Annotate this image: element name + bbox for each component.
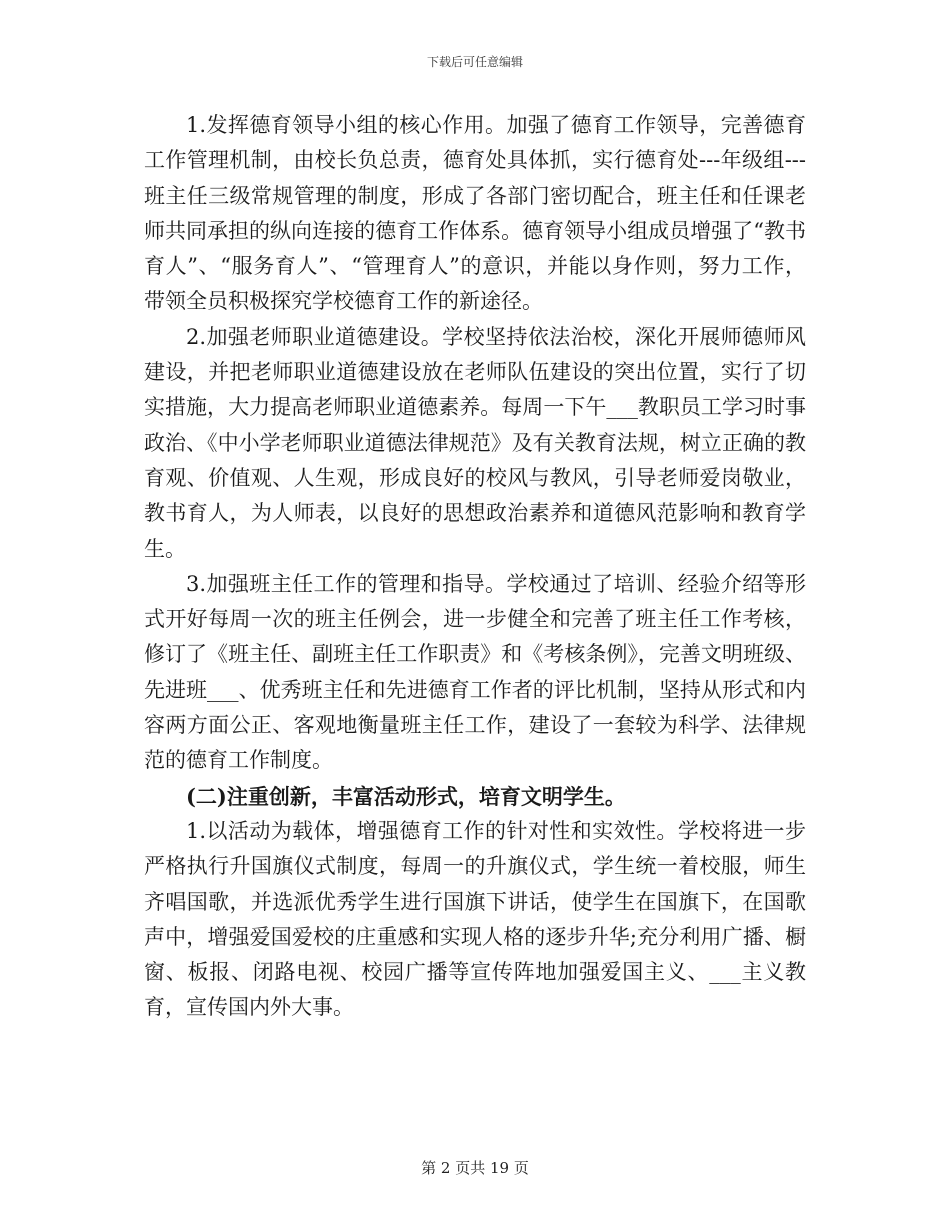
paragraph-class-teacher-management: 3.加强班主任工作的管理和指导。学校通过了培训、经验介绍等形式开好每周一次的班主任例会，进一步健全和完善了班主任工作考核，修订了《班主任、副班主任工作职责》和《考核条例》，完善文明班级、先进班___、优秀班主任和先进德育工作者的评比机制，坚持从形式和内容两方面公正、客观地衡量班主任工作，建设了一套较为科学、法律规范的德育工作制度。	[144, 571, 806, 773]
paragraph-leadership-group: 1.发挥德育领导小组的核心作用。加强了德育工作领导，完善德育工作管理机制，由校长负总责，德育处具体抓，实行德育处---年级组---班主任三级常规管理的制度，形成了各部门密切配合，班主任和任课老师共同承担的纵向连接的德育工作体系。德育领导小组成员增强了“教书育人”、“服务育人”、“管理育人”的意识，并能以身作则，努力工作，带领全员积极探究学校德育工作的新途径。	[144, 113, 806, 314]
paragraph-activities: 1.以活动为载体，增强德育工作的针对性和实效性。学校将进一步严格执行升国旗仪式制度，每周一的升旗仪式，学生统一着校服，师生齐唱国歌，并选派优秀学生进行国旗下讲话，使学生在国旗下，在国歌声中，增强爱国爱校的庄重感和实现人格的逐步升华;充分利用广播、橱窗、板报、闭路电视、校园广播等宣传阵地加强爱国主义、___主义教育，宣传国内外大事。	[144, 818, 806, 1020]
page-number: 第 2 页共 19 页	[421, 1159, 529, 1177]
page-header: 下载后可任意编辑	[426, 55, 523, 69]
section-heading-innovation: (二)注重创新，丰富活动形式，培育文明学生。	[186, 783, 626, 809]
document-body	[144, 108, 806, 1026]
paragraph-teacher-ethics: 2.加强老师职业道德建设。学校坚持依法治校，深化开展师德师风建设，并把老师职业道德建设放在老师队伍建设的突出位置，实行了切实措施，大力提高老师职业道德素养。每周一下午___教职员工学习时事政治、《中小学老师职业道德法律规范》及有关教育法规，树立正确的教育观、价值观、人生观，形成良好的校风与教风，引导老师爱岗敬业，教书育人，为人师表，以良好的思想政治素养和道德风范影响和教育学生。	[144, 324, 806, 561]
